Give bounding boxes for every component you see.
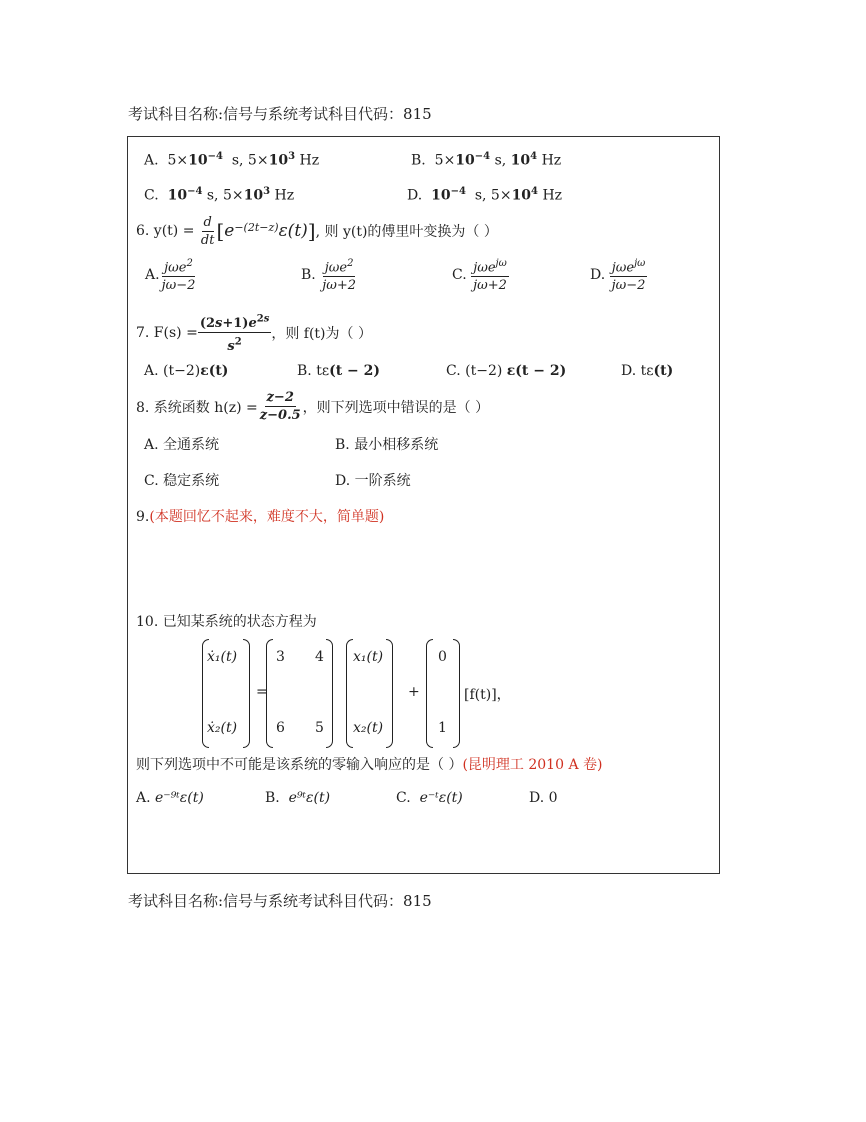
q6-option-c: C. $\frac{j\omega e^{j\omega}}{j\omega+2}$: [452, 255, 509, 294]
q5-option-b: B. $5\times 10^{-4}$ s, $10^4$ Hz: [411, 151, 562, 169]
q5-option-d: D. $10^{-4}$ s, $5\times 10^4$ Hz: [407, 186, 563, 204]
q8-option-c: C. 稳定系统: [144, 473, 220, 489]
q6-option-a: A. $\frac{j\omega e^2}{j\omega-2}$: [145, 255, 197, 294]
q8-stem: 8. 系统函数 h(z) = $\frac{z-2}{z-0.5}$ ，则下列选项中错误的是（ ）: [136, 390, 490, 423]
a11: 3: [276, 649, 285, 665]
q7-option-a: A. (t−2)ε(t): [144, 363, 229, 379]
q10-option-b: B. e⁹ᵗε(t): [265, 790, 331, 806]
page-header-bottom: 考试科目名称:信号与系统考试科目代码：815: [128, 892, 432, 910]
q10-option-c: C. e⁻ᵗε(t): [396, 790, 463, 806]
q9-note: (本题回忆不起来，难度不大，简单题): [149, 509, 385, 525]
x1-dot: ẋ₁(t): [207, 649, 238, 665]
a21: 6: [276, 720, 285, 736]
a22: 5: [315, 720, 324, 736]
x2-dot: ẋ₂(t): [207, 720, 238, 736]
equals-sign: =: [256, 684, 268, 700]
q6-stem: 6. y(t) = $\frac{d}{dt}$ [ e $^{-(2t-z)}$ ε(t) ] , 则 y(t)的傅里叶变换为（ ）: [136, 214, 498, 248]
question-box: [127, 136, 720, 874]
q6-option-d: D. $\frac{j\omega e^{j\omega}}{j\omega-2}$: [590, 255, 647, 294]
q9-stem: 9.(本题回忆不起来，难度不大，简单题): [136, 509, 385, 525]
x2: x₂(t): [353, 720, 384, 736]
q10-source: (昆明理工 2010 A 卷): [462, 757, 603, 773]
q10-option-a: A. e⁻⁹ᵗε(t): [136, 790, 204, 806]
q7-option-d: D. tε(t): [621, 363, 674, 379]
input-term: [f(t)]，: [464, 687, 511, 703]
q7-option-c: C. (t−2) ε(t − 2): [446, 363, 567, 379]
q6-derivative: $\frac{d}{dt}$: [200, 214, 215, 248]
x1: x₁(t): [353, 649, 384, 665]
q8-option-a: A. 全通系统: [144, 437, 220, 453]
q10-option-d: D. 0: [529, 790, 558, 806]
q8-option-d: D. 一阶系统: [335, 473, 411, 489]
plus-sign: +: [408, 684, 420, 700]
b1: 0: [438, 649, 447, 665]
q5-option-c: C. $10^{-4}$ s, $5\times 10^3$ Hz: [144, 186, 295, 204]
b2: 1: [438, 720, 447, 736]
q8-option-b: B. 最小相移系统: [335, 437, 439, 453]
q7-stem: 7. F(s) = $\frac{(2s+1)e^{2s}}{s^2}$ ，则 f(t)为（ ）: [136, 311, 372, 355]
a12: 4: [315, 649, 324, 665]
page-header-top: 考试科目名称:信号与系统考试科目代码：815: [128, 105, 432, 123]
q5-option-a: A. $5\times 10^{-4}$ s, $5\times 10^3$ Hz: [144, 151, 320, 169]
q7-option-b: B. tε(t − 2): [297, 363, 381, 379]
q10-question: 则下列选项中不可能是该系统的零输入响应的是（ ）(昆明理工 2010 A 卷): [136, 757, 603, 773]
q10-stem: 10. 已知某系统的状态方程为: [136, 614, 317, 630]
q6-option-b: B. $\frac{j\omega e^2}{j\omega+2}$: [301, 255, 358, 294]
